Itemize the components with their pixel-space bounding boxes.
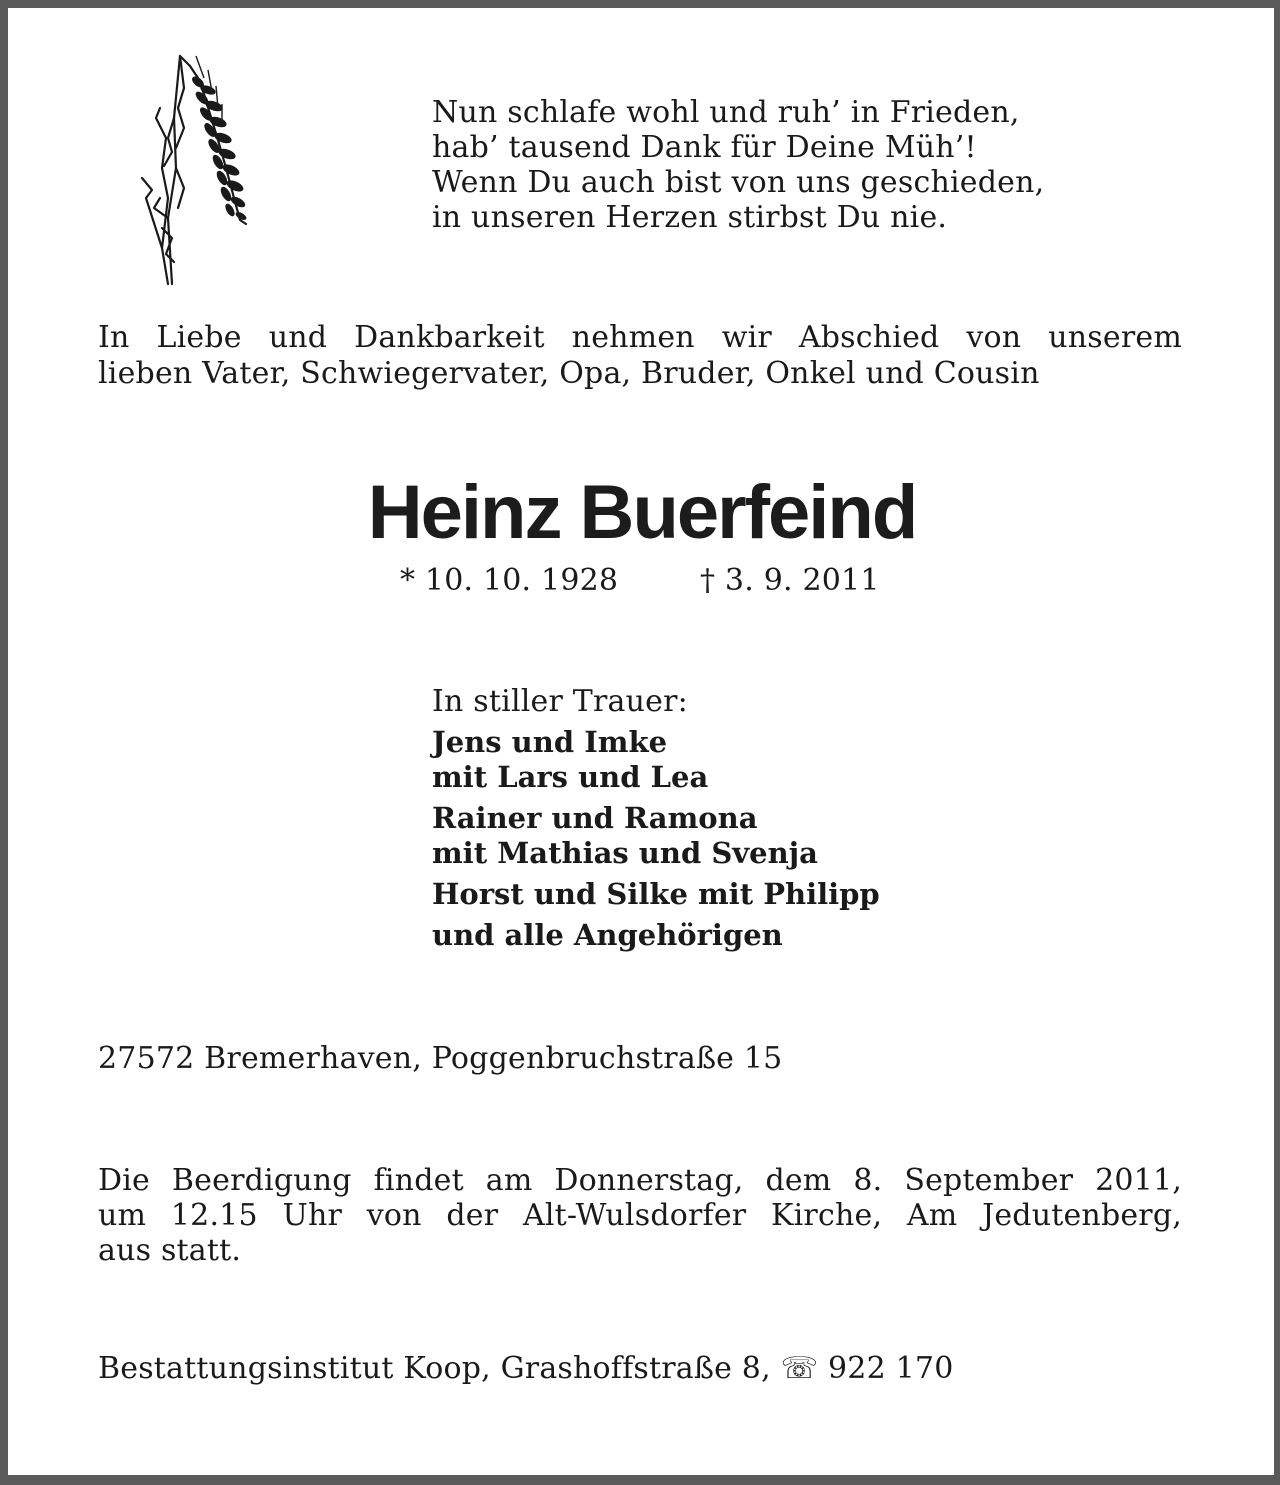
birth-date: * 10. 10. 1928 [400,563,619,598]
family-address: 27572 Bremerhaven, Poggenbruchstraße 15 [98,1041,783,1076]
mourner-group [432,918,880,953]
funeral-line-3: aus statt. [98,1233,242,1268]
mourner-line: Rainer und Ramona [432,801,758,835]
mourner-line: Jens und Imke [432,725,668,759]
poem [432,95,1044,235]
funeral-line-2: um 12.15 Uhr von der Alt-Wulsdorfer Kirche, Am Jedutenberg, [98,1198,1182,1233]
mourners-title: In stiller Trauer: [432,684,688,719]
funeral-info [98,1163,1182,1268]
deceased-name: Heinz Buerfeind [367,470,917,555]
wheat-ear-icon [138,48,254,290]
mourners-list [432,725,880,959]
funeral-line-1: Die Beerdigung findet am Donnerstag, dem 8. September 2011, [98,1163,1182,1198]
poem-line: Nun schlafe wohl und ruh’ in Frieden, [432,95,1020,130]
intro-text [98,320,1182,392]
mourner-line: und alle Angehörigen [432,918,783,952]
mourner-group [432,877,880,912]
mourner-group [432,801,880,871]
death-date: † 3. 9. 2011 [700,563,880,598]
mourner-group [432,725,880,795]
undertaker-info: Bestattungsinstitut Koop, Grashoffstraße 8, ☏ 922 170 [98,1351,954,1386]
poem-line: hab’ tausend Dank für Deine Müh’! [432,130,977,165]
intro-line-2: lieben Vater, Schwiegervater, Opa, Bruder, Onkel und Cousin [98,356,1040,391]
mourner-line: mit Mathias und Svenja [432,836,818,870]
poem-line: Wenn Du auch bist von uns geschieden, [432,165,1045,200]
mourner-line: Horst und Silke mit Philipp [432,877,880,911]
mourner-line: mit Lars und Lea [432,760,709,794]
poem-line: in unseren Herzen stirbst Du nie. [432,200,948,235]
intro-line-1: In Liebe und Dankbarkeit nehmen wir Abschied von unserem [98,320,1182,355]
